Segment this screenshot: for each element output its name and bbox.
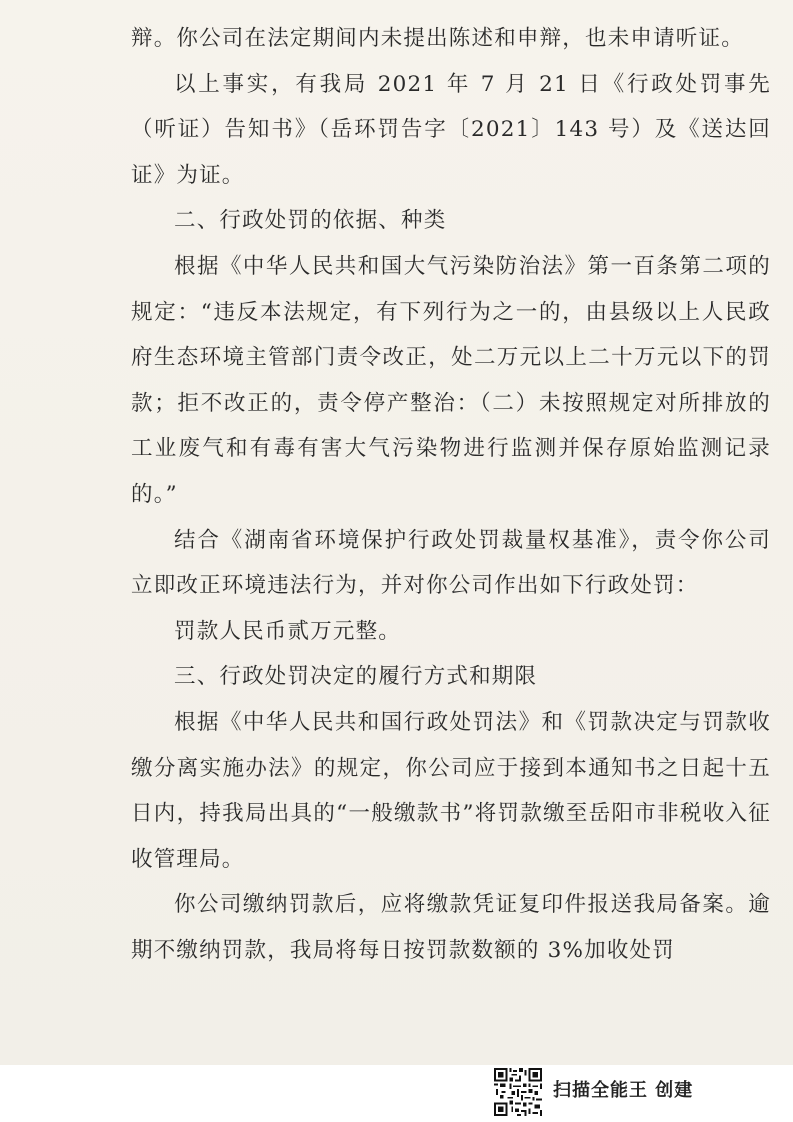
section-heading-3: 三、行政处罚决定的履行方式和期限 <box>174 664 538 690</box>
paragraph-payment: 根据《中华人民共和国行政处罚法》和《罚款决定与罚款收缴分离实施办法》的规定，你公司应于接到本通知书之日起十五日内，持我局出具的“一般缴款书”将罚款缴至岳阳市非税收入征收管理局。 <box>131 709 771 872</box>
paragraph-legal-basis: 根据《中华人民共和国大气污染防治法》第一百条第二项的规定：“违反本法规定，有下列行为之一的，由县级以上人民政府生态环境主管部门责令改正，处二万元以上二十万元以下的罚款；拒不改正的，责令停产整治：（二）未按照规定对所排放的工业废气和有毒有害大气污染物进行监测并保存原始监测记录的。” <box>131 253 771 507</box>
paragraph-1: 辩。你公司在法定期间内未提出陈述和申辩，也未申请听证。 <box>131 26 744 51</box>
paragraph-2: 以上事实，有我局 2021 年 7 月 21 日《行政处罚事先（听证）告知书》（岳环罚告字〔2021〕143 号）及《送达回证》为证。 <box>131 71 771 188</box>
qr-code-icon <box>494 1068 542 1116</box>
document-body <box>131 16 771 973</box>
paragraph-late-penalty: 你公司缴纳罚款后，应将缴款凭证复印件报送我局备案。逾期不缴纳罚款，我局将每日按罚款数额的 3%加收处罚 <box>131 892 771 963</box>
paragraph-fine-amount: 罚款人民币贰万元整。 <box>174 618 402 644</box>
section-heading-2: 二、行政处罚的依据、种类 <box>174 208 447 234</box>
scanner-brand-label: 扫描全能王 创建 <box>553 1080 694 1101</box>
paragraph-decision: 结合《湖南省环境保护行政处罚裁量权基准》，责令你公司立即改正环境违法行为，并对你公司作出如下行政处罚： <box>131 527 771 599</box>
